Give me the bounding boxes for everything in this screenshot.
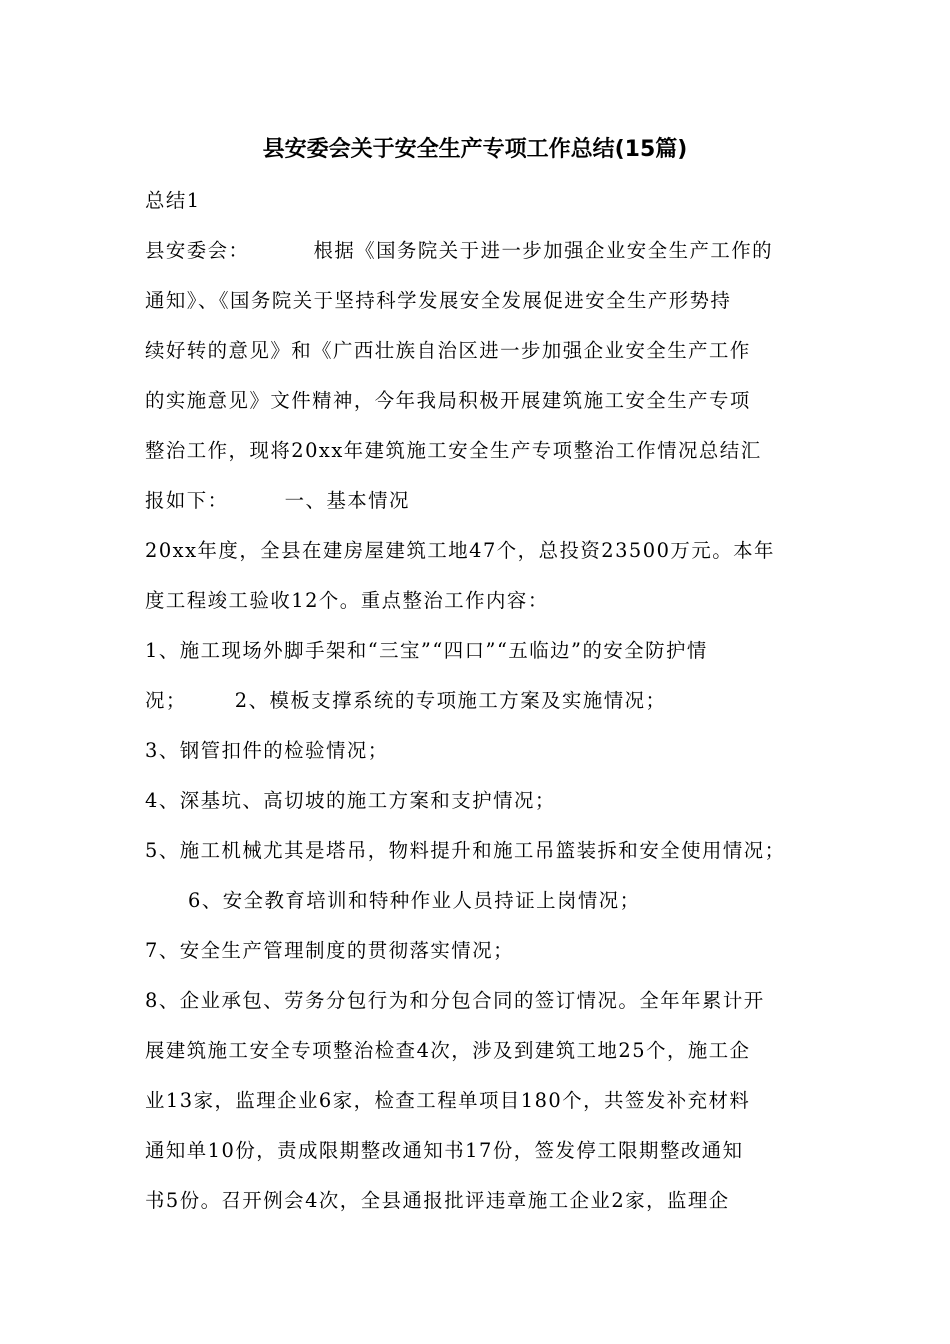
list-item-1: 1、施工现场外脚手架和“三宝”“四口”“五临边”的安全防护情 — [145, 639, 708, 662]
line-continuation: 一、基本情况 — [284, 489, 410, 512]
list-item-7: 7、安全生产管理制度的贯彻落实情况； — [145, 939, 514, 962]
paragraph-line-8: 度工程竣工验收12个。重点整治工作内容： — [145, 589, 549, 612]
line-continuation: 2、模板支撑系统的专项施工方案及实施情况； — [234, 689, 667, 712]
paragraph-line-4: 的实施意见》文件精神，今年我局积极开展建筑施工安全生产专项 — [145, 389, 751, 412]
list-item-6: 6、安全教育培训和特种作业人员持证上岗情况； — [188, 889, 641, 912]
paragraph-line-6 — [145, 486, 410, 516]
paragraph-line-7: 20xx年度，全县在建房屋建筑工地47个，总投资23500万元。本年 — [145, 539, 775, 562]
document-title: 县安委会关于安全生产专项工作总结(15篇) — [262, 137, 688, 162]
paragraph-line-3: 续好转的意见》和《广西壮族自治区进一步加强企业安全生产工作 — [145, 339, 751, 362]
list-item-3: 3、钢管扣件的检验情况； — [145, 739, 389, 762]
line-continuation: 根据《国务院关于进一步加强企业安全生产工作的 — [313, 239, 774, 262]
paragraph-line-18: 业13家，监理企业6家，检查工程单项目180个，共签发补充材料 — [145, 1089, 751, 1112]
paragraph-line-2: 通知》、《国务院关于坚持科学发展安全发展促进安全生产形势持 — [145, 289, 732, 312]
paragraph-line-20: 书5份。召开例会4次，全县通报批评违章施工企业2家，监理企 — [145, 1189, 730, 1212]
section-heading: 总结1 — [145, 189, 201, 212]
list-item-4: 4、深基坑、高切坡的施工方案和支护情况； — [145, 789, 556, 812]
paragraph-line-1 — [145, 236, 773, 266]
line-text: 县安委会： — [145, 239, 250, 262]
line-text: 况； — [145, 689, 187, 712]
list-item-2 — [145, 686, 666, 716]
line-text: 报如下： — [145, 489, 229, 512]
paragraph-line-5: 整治工作，现将20xx年建筑施工安全生产专项整治工作情况总结汇 — [145, 439, 762, 462]
list-item-5: 5、施工机械尤其是塔吊，物料提升和施工吊篮装拆和安全使用情况； — [145, 839, 786, 862]
list-item-8: 8、企业承包、劳务分包行为和分包合同的签订情况。全年年累计开 — [145, 989, 765, 1012]
paragraph-line-17: 展建筑施工安全专项整治检查4次，涉及到建筑工地25个，施工企 — [145, 1039, 751, 1062]
paragraph-line-19: 通知单10份，责成限期整改通知书17份，签发停工限期整改通知 — [145, 1139, 744, 1162]
